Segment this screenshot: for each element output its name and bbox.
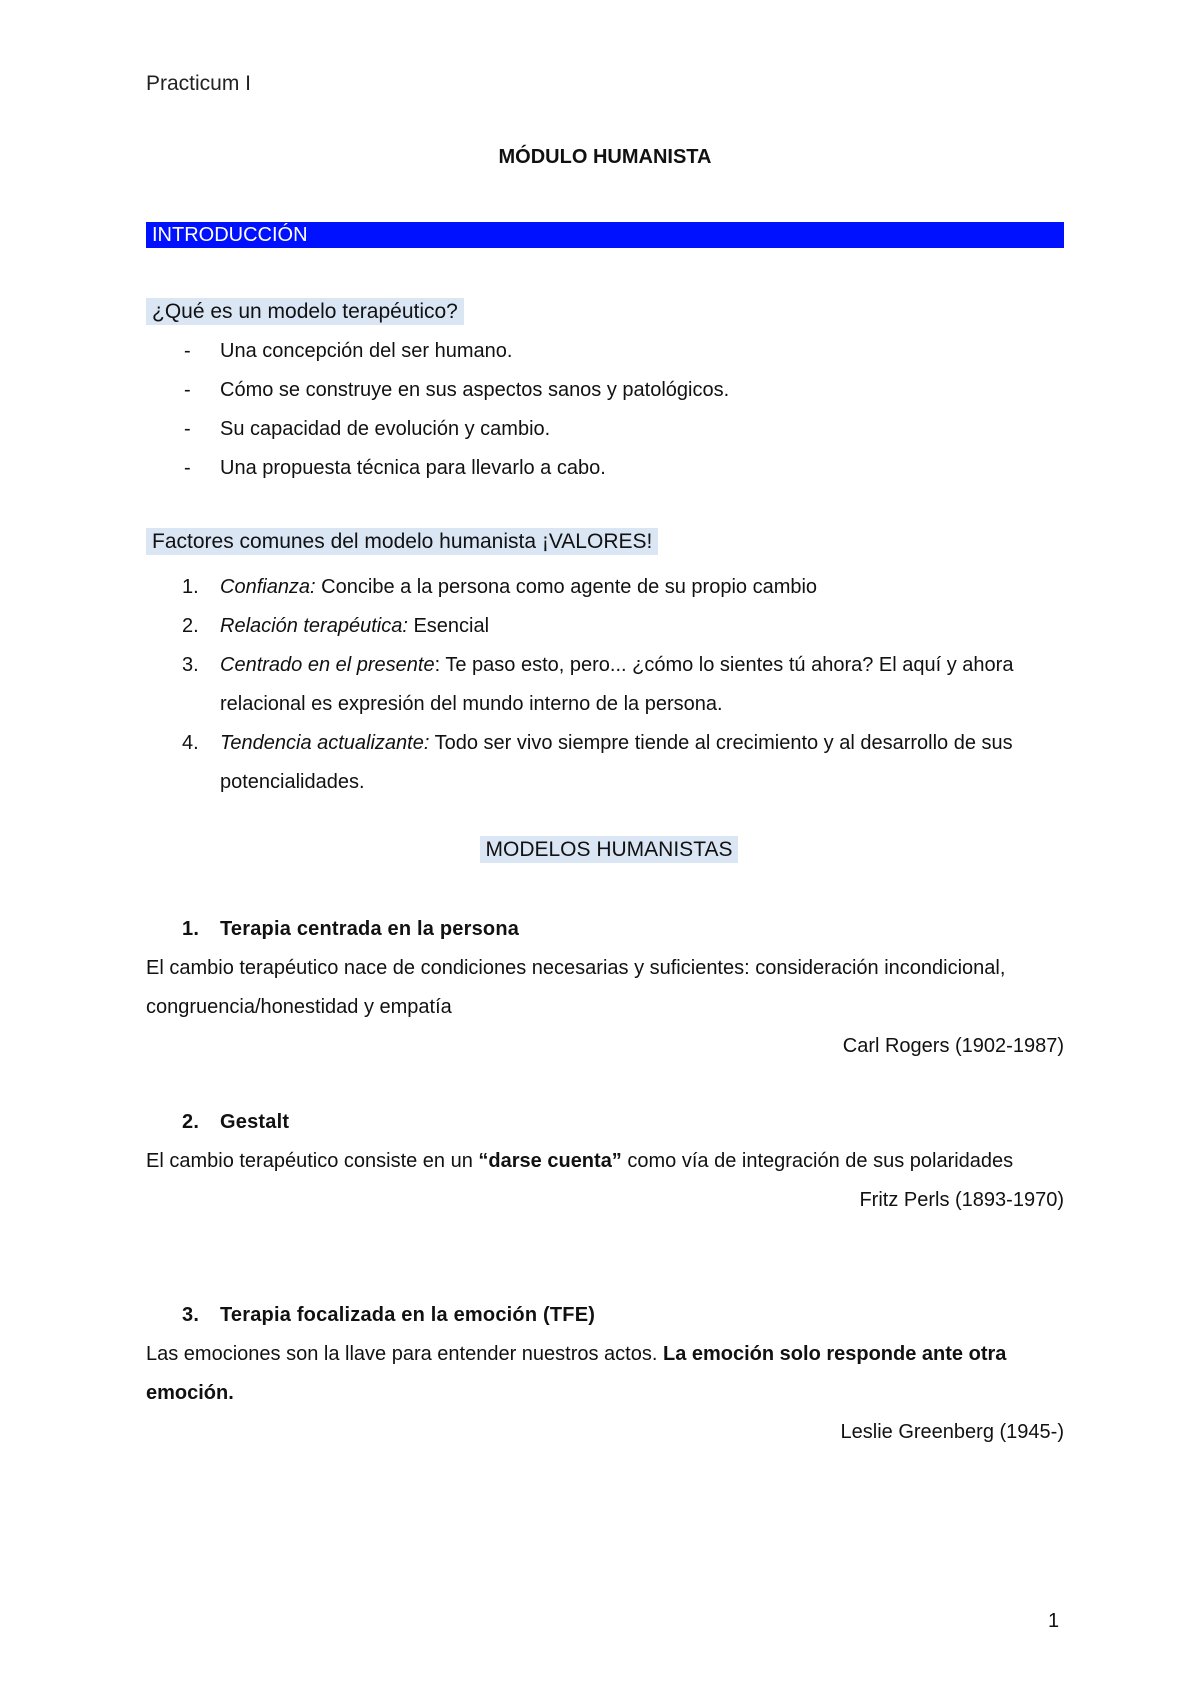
factor-text: Todo ser vivo siempre tiende al crecimiento y al desarrollo de sus potencialidades. xyxy=(220,732,1013,793)
question-heading-text: ¿Qué es un modelo terapéutico? xyxy=(146,298,464,325)
model-description: El cambio terapéutico nace de condiciones necesarias y suficientes: consideración incondicional, congruencia/honestidad y empatía xyxy=(146,957,1006,1018)
page-number: 1 xyxy=(1048,1610,1060,1632)
dash-marker: - xyxy=(184,418,191,440)
model-block-gestalt xyxy=(146,1103,1064,1220)
model-description xyxy=(146,1142,1064,1181)
model-title xyxy=(146,1296,1064,1335)
list-item-text: Una propuesta técnica para llevarlo a cabo. xyxy=(220,457,606,479)
model-title-text: Terapia centrada en la persona xyxy=(220,918,520,940)
item-number: 3. xyxy=(182,654,199,676)
factor-term: Relación terapéutica: xyxy=(220,615,408,637)
model-title xyxy=(146,910,1064,949)
desc-text: Las emociones son la llave para entender nuestros actos. xyxy=(146,1343,663,1365)
desc-text: El cambio terapéutico consiste en un xyxy=(146,1150,479,1172)
factor-text: : Te paso esto, pero... ¿cómo lo sientes tú ahora? El aquí y ahora relacional es expresión del mundo interno de la persona. xyxy=(220,654,1014,715)
model-author: Fritz Perls (1893-1970) xyxy=(859,1189,1064,1211)
factor-text: Concibe a la persona como agente de su propio cambio xyxy=(315,576,818,598)
factors-heading xyxy=(146,530,658,554)
model-block-rogers xyxy=(146,910,1064,1066)
concept-list xyxy=(146,336,1064,492)
list-item xyxy=(146,414,1064,453)
item-number: 2. xyxy=(182,1111,200,1133)
list-item-text: Una concepción del ser humano. xyxy=(220,340,513,362)
desc-text: como vía de integración de sus polaridades xyxy=(621,1150,1014,1172)
model-title xyxy=(146,1103,1064,1142)
factors-heading-text: Factores comunes del modelo humanista ¡VALORES! xyxy=(146,528,658,555)
factor-term: Tendencia actualizante: xyxy=(220,732,430,754)
desc-emphasis: “darse cuenta” xyxy=(478,1150,622,1172)
factor-term: Centrado en el presente xyxy=(220,654,435,676)
list-item-text: Cómo se construye en sus aspectos sanos y patológicos. xyxy=(220,379,730,401)
item-number: 1. xyxy=(182,576,199,598)
model-author: Carl Rogers (1902-1987) xyxy=(842,1035,1064,1057)
page-header: Practicum I xyxy=(146,72,252,95)
question-heading xyxy=(146,300,464,324)
item-number: 3. xyxy=(182,1304,200,1326)
models-heading xyxy=(0,838,1200,862)
factor-item xyxy=(146,724,1064,802)
list-item xyxy=(146,453,1064,492)
models-heading-text: MODELOS HUMANISTAS xyxy=(480,836,739,863)
item-number: 1. xyxy=(182,918,200,940)
factor-item xyxy=(146,607,1064,646)
dash-marker: - xyxy=(184,340,191,362)
item-number: 2. xyxy=(182,615,199,637)
factor-term: Confianza: xyxy=(220,576,316,598)
factors-list xyxy=(146,568,1064,802)
list-item xyxy=(146,336,1064,375)
list-item xyxy=(146,375,1064,414)
section-introduccion: INTRODUCCIÓN xyxy=(146,222,1064,248)
dash-marker: - xyxy=(184,457,191,479)
model-block-tfe xyxy=(146,1296,1064,1452)
item-number: 4. xyxy=(182,732,199,754)
dash-marker: - xyxy=(184,379,191,401)
factor-item xyxy=(146,646,1064,724)
list-item-text: Su capacidad de evolución y cambio. xyxy=(220,418,551,440)
desc-emphasis: La emoción solo responde ante otra emoción. xyxy=(146,1343,1007,1404)
factor-item xyxy=(146,568,1064,607)
factor-text: Esencial xyxy=(407,615,490,637)
model-author: Leslie Greenberg (1945-) xyxy=(840,1421,1064,1443)
document-title: MÓDULO HUMANISTA xyxy=(498,146,712,168)
model-description xyxy=(146,1335,1064,1413)
model-title-text: Gestalt xyxy=(220,1111,290,1133)
model-title-text: Terapia focalizada en la emoción (TFE) xyxy=(220,1304,596,1326)
